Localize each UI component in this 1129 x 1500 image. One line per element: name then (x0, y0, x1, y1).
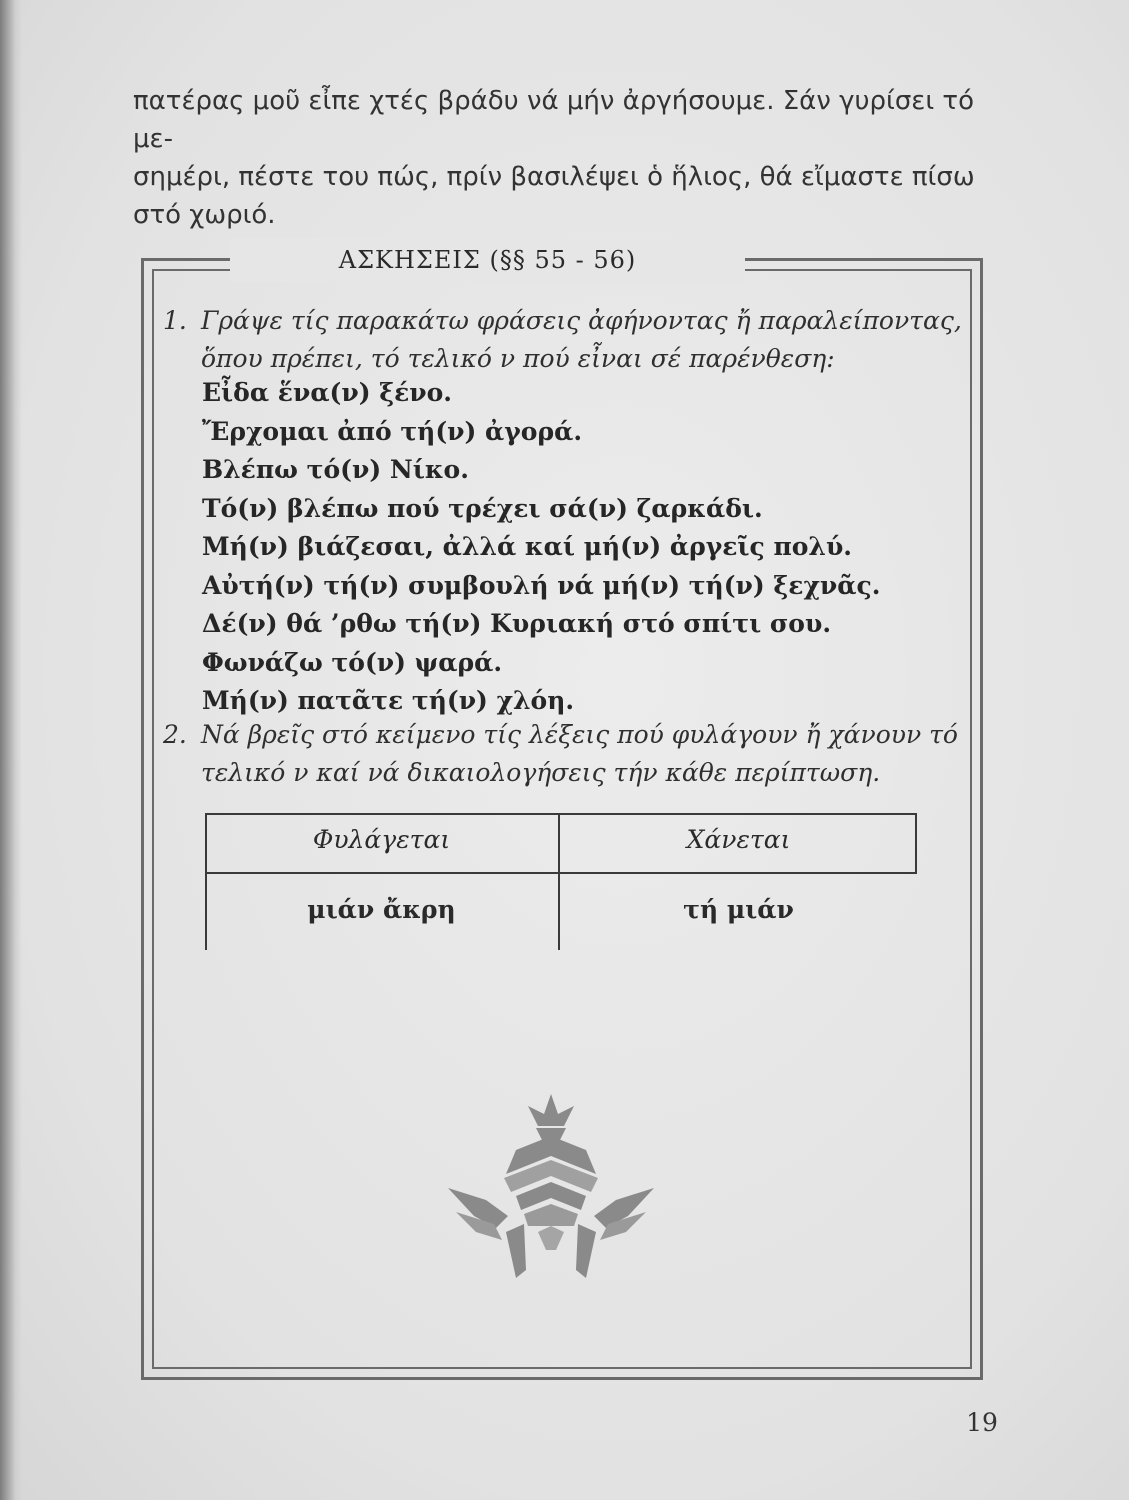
sentence: Εἶδα ἕνα(ν) ξένο. (202, 378, 452, 407)
sentence: Ἔρχομαι ἀπό τή(ν) ἀγορά. (202, 416, 583, 446)
sentence: Μή(ν) βιάζεσαι, ἀλλά καί μή(ν) ἀργεῖς πολύ. (202, 532, 853, 561)
table-header-kept: Φυλάγεται (312, 825, 451, 854)
exercise-number: 2. (163, 720, 187, 749)
table-rule (205, 872, 917, 874)
instruction-line: Νά βρεῖς στό κείμενο τίς λέξεις πού φυλάγουν ἤ χάνουν τό (201, 720, 958, 749)
instruction-line: τελικό ν καί νά δικαιολογήσεις τήν κάθε περίπτωση. (201, 758, 881, 787)
sentence: Βλέπω τό(ν) Νίκο. (202, 455, 469, 484)
answer-table (205, 813, 917, 950)
exercise-number: 1. (163, 306, 187, 335)
table-cell-kept: μιάν ἄκρη (307, 895, 456, 924)
exercise-2-instruction (163, 716, 963, 792)
binding-shadow (0, 0, 22, 1500)
intro-line: στό χωριό. (133, 200, 276, 230)
sentence: Αὐτή(ν) τή(ν) συμβουλή νά μή(ν) τή(ν) ξεχνᾶς. (202, 570, 881, 600)
intro-line: πατέρας μοῦ εἶπε χτές βράδυ νά μήν ἀργήσουμε. Σάν γυρίσει τό με- (133, 86, 974, 154)
exercise-1-sentences (202, 374, 902, 721)
instruction-line: ὅπου πρέπει, τό τελικό ν πού εἶναι σέ παρένθεση: (201, 344, 835, 373)
exercise-1-instruction (163, 302, 963, 378)
intro-paragraph (133, 82, 988, 234)
sentence: Δέ(ν) θά ’ρθω τή(ν) Κυριακή στό σπίτι σου. (202, 609, 832, 638)
page-number: 19 (966, 1408, 998, 1437)
table-header-lost: Χάνεται (686, 825, 791, 854)
table-rule (205, 813, 917, 815)
sentence: Τό(ν) βλέπω πού τρέχει σά(ν) ζαρκάδι. (202, 493, 763, 523)
intro-line: σημέρι, πέστε του πώς, πρίν βασιλέψει ὁ ἥλιος, θά εἴμαστε πίσω (133, 162, 975, 192)
table-cell-lost: τή μιάν (683, 895, 794, 924)
sentence: Φωνάζω τό(ν) ψαρά. (202, 647, 503, 677)
instruction-line: Γράψε τίς παρακάτω φράσεις ἀφήνοντας ἤ παραλείποντας, (201, 306, 962, 335)
sentence: Μή(ν) πατᾶτε τή(ν) χλόη. (202, 686, 575, 715)
exercises-title: ΑΣΚΗΣΕΙΣ (§§ 55 - 56) (230, 238, 745, 282)
floral-ornament-icon (446, 1092, 656, 1282)
